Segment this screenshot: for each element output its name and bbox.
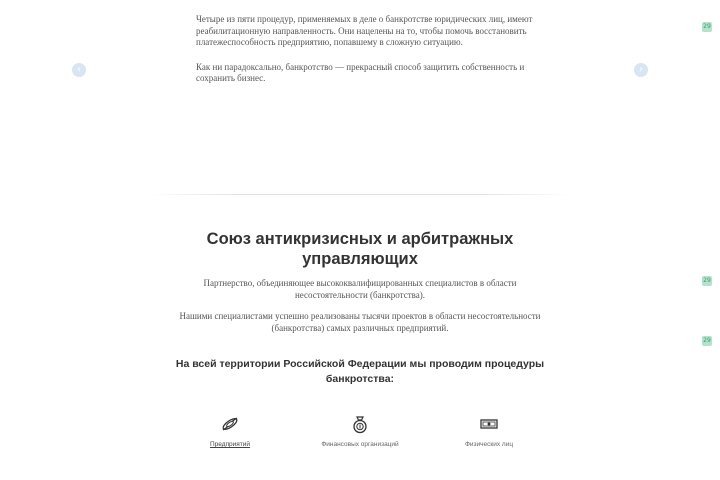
money-bag-icon <box>350 414 370 434</box>
intro-text <box>196 14 536 98</box>
side-badge-icon[interactable]: 29 <box>703 23 711 30</box>
procedures-subtitle: На всей территории Российской Федерации мы проводим процедуры банкротства: <box>175 358 545 385</box>
side-badge-icon[interactable]: 29 <box>703 337 711 344</box>
procedure-label: Финансовых организаций <box>321 441 399 448</box>
intro-paragraph-2: Как ни парадоксально, банкротство — прекрасный способ защитить собственность и сохранить бизнес. <box>196 61 525 83</box>
procedure-item-enterprises[interactable] <box>175 414 285 449</box>
procedure-item-financial[interactable] <box>305 414 415 449</box>
banknote-icon <box>479 414 499 434</box>
section-divider <box>150 194 570 195</box>
procedure-label: Физических лиц <box>464 441 514 448</box>
section-title: Союз антикризисных и арбитражных управляющих <box>206 230 514 268</box>
side-badge-icon[interactable]: 29 <box>703 277 711 284</box>
procedure-item-individuals[interactable] <box>434 414 544 449</box>
section-description-1: Партнерство, объединяющее высококвалифицированных специалистов в области несостоятельности (банкротства). <box>203 278 517 300</box>
carousel-prev-icon[interactable]: ‹ <box>72 63 86 77</box>
carousel-next-icon[interactable]: › <box>634 63 648 77</box>
coins-icon <box>220 414 240 434</box>
intro-paragraph-1: Четыре из пяти процедур, применяемых в деле о банкротстве юридических лиц, имеют реабилитационную направленность. Они нацелены на то, чтобы помочь восстановить платежеспособность предприятию, попавшему в сложную ситуацию. <box>196 14 533 47</box>
procedure-label[interactable]: Предприятий <box>209 441 251 448</box>
section-description-2: Нашими специалистами успешно реализованы тысячи проектов в области несостоятельности (банкротства) самых различных предприятий. <box>179 311 541 333</box>
